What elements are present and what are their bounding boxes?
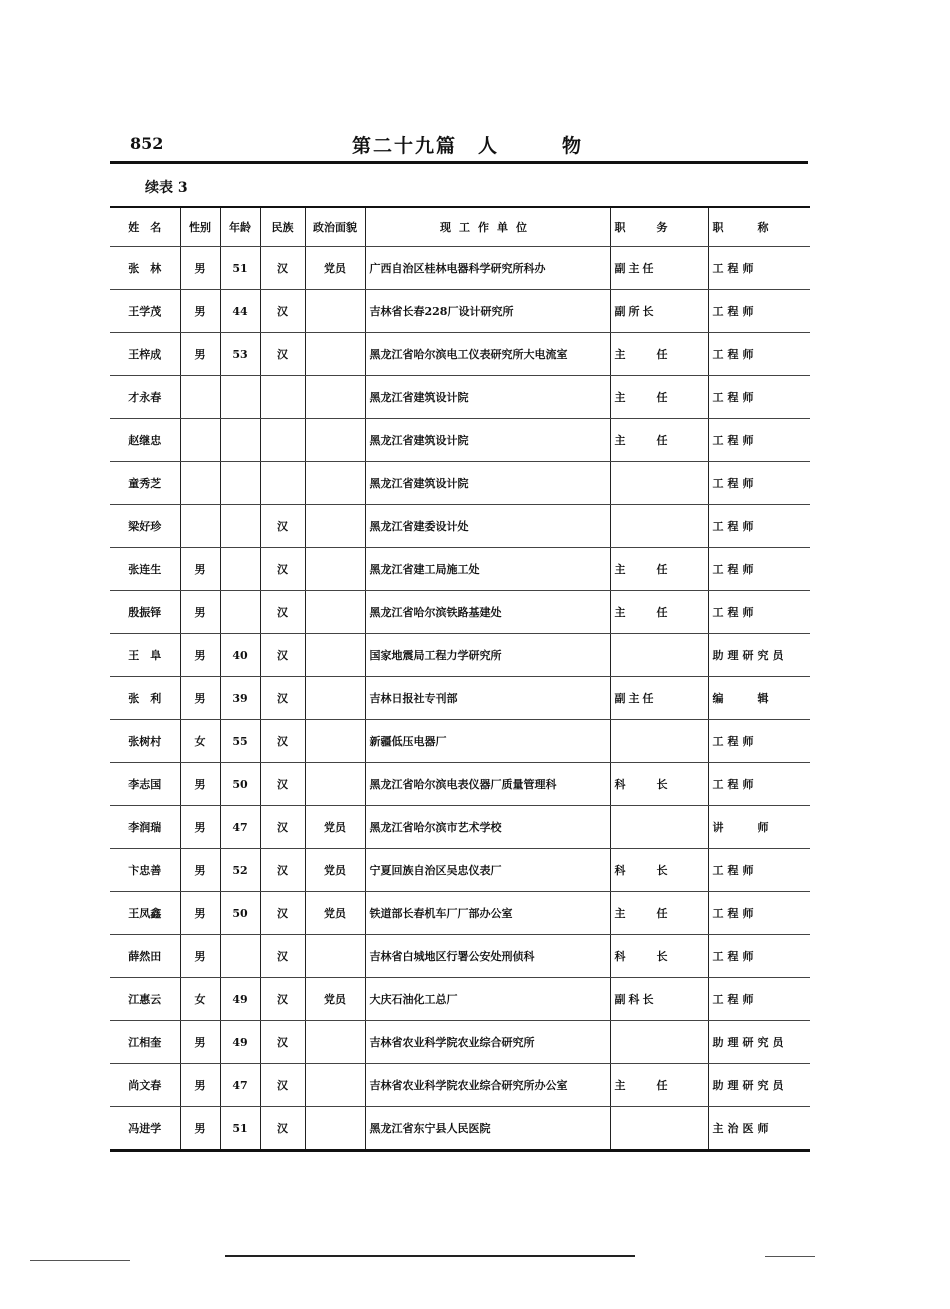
cell-work-unit: 黑龙江省建工局施工处 xyxy=(365,548,610,591)
cell-sex: 男 xyxy=(180,1107,220,1151)
table-row xyxy=(110,849,810,892)
cell-position: 副主任 xyxy=(610,677,708,720)
cell-name: 童秀芝 xyxy=(110,462,180,505)
cell-title: 工程师 xyxy=(708,591,810,634)
cell-work-unit: 黑龙江省哈尔滨电工仪表研究所大电流室 xyxy=(365,333,610,376)
cell-position: 主 任 xyxy=(610,376,708,419)
header-age: 年龄 xyxy=(220,207,260,247)
cell-sex: 女 xyxy=(180,978,220,1021)
cell-work-unit: 黑龙江省建委设计处 xyxy=(365,505,610,548)
cell-ethnicity: 汉 xyxy=(260,935,305,978)
cell-ethnicity: 汉 xyxy=(260,806,305,849)
table-row xyxy=(110,505,810,548)
cell-political-status xyxy=(305,1107,365,1151)
cell-sex: 男 xyxy=(180,290,220,333)
cell-name: 冯进学 xyxy=(110,1107,180,1151)
header-ethnicity: 民族 xyxy=(260,207,305,247)
cell-work-unit: 大庆石油化工总厂 xyxy=(365,978,610,1021)
cell-age xyxy=(220,376,260,419)
cell-political-status xyxy=(305,720,365,763)
cell-political-status: 党员 xyxy=(305,892,365,935)
cell-position: 主 任 xyxy=(610,892,708,935)
cell-age: 44 xyxy=(220,290,260,333)
cell-name: 王凤鑫 xyxy=(110,892,180,935)
table-row xyxy=(110,419,810,462)
cell-political-status xyxy=(305,333,365,376)
cell-name: 王 阜 xyxy=(110,634,180,677)
cell-position xyxy=(610,1021,708,1064)
cell-work-unit: 黑龙江省哈尔滨市艺术学校 xyxy=(365,806,610,849)
cell-work-unit: 吉林日报社专刊部 xyxy=(365,677,610,720)
table-row xyxy=(110,892,810,935)
table-row xyxy=(110,1064,810,1107)
cell-work-unit: 广西自治区桂林电器科学研究所科办 xyxy=(365,247,610,290)
cell-position: 副主任 xyxy=(610,247,708,290)
cell-political-status: 党员 xyxy=(305,247,365,290)
cell-age xyxy=(220,419,260,462)
cell-sex: 男 xyxy=(180,677,220,720)
cell-name: 王梓成 xyxy=(110,333,180,376)
cell-title: 工程师 xyxy=(708,419,810,462)
page-number: 852 xyxy=(130,134,164,153)
cell-name: 张连生 xyxy=(110,548,180,591)
table-caption: 续表 3 xyxy=(145,180,188,196)
cell-name: 薛然田 xyxy=(110,935,180,978)
cell-title: 工程师 xyxy=(708,892,810,935)
cell-position: 科 长 xyxy=(610,935,708,978)
cell-age: 49 xyxy=(220,1021,260,1064)
cell-work-unit: 吉林省农业科学院农业综合研究所办公室 xyxy=(365,1064,610,1107)
cell-position xyxy=(610,634,708,677)
cell-age: 53 xyxy=(220,333,260,376)
cell-age xyxy=(220,591,260,634)
cell-age: 52 xyxy=(220,849,260,892)
cell-ethnicity: 汉 xyxy=(260,1107,305,1151)
cell-age xyxy=(220,548,260,591)
cell-ethnicity: 汉 xyxy=(260,1064,305,1107)
cell-ethnicity: 汉 xyxy=(260,548,305,591)
cell-ethnicity xyxy=(260,376,305,419)
cell-political-status xyxy=(305,376,365,419)
cell-political-status xyxy=(305,290,365,333)
cell-title: 编 辑 xyxy=(708,677,810,720)
cell-political-status xyxy=(305,462,365,505)
cell-sex: 男 xyxy=(180,1021,220,1064)
cell-sex: 男 xyxy=(180,548,220,591)
table-row xyxy=(110,548,810,591)
cell-political-status xyxy=(305,677,365,720)
cell-position: 副科长 xyxy=(610,978,708,1021)
cell-title: 工程师 xyxy=(708,247,810,290)
cell-work-unit: 国家地震局工程力学研究所 xyxy=(365,634,610,677)
table-row xyxy=(110,376,810,419)
table-row xyxy=(110,1021,810,1064)
cell-name: 梁好珍 xyxy=(110,505,180,548)
cell-ethnicity: 汉 xyxy=(260,978,305,1021)
cell-position xyxy=(610,462,708,505)
cell-sex: 男 xyxy=(180,1064,220,1107)
cell-position: 主 任 xyxy=(610,1064,708,1107)
table-row xyxy=(110,806,810,849)
cell-title: 工程师 xyxy=(708,849,810,892)
personnel-table xyxy=(110,206,810,1152)
table-row xyxy=(110,634,810,677)
cell-political-status xyxy=(305,419,365,462)
cell-ethnicity: 汉 xyxy=(260,720,305,763)
cell-work-unit: 吉林省白城地区行署公安处刑侦科 xyxy=(365,935,610,978)
cell-age: 49 xyxy=(220,978,260,1021)
cell-political-status: 党员 xyxy=(305,849,365,892)
cell-political-status xyxy=(305,1021,365,1064)
table-row xyxy=(110,1107,810,1151)
cell-position: 主 任 xyxy=(610,591,708,634)
cell-ethnicity xyxy=(260,419,305,462)
cell-sex xyxy=(180,505,220,548)
cell-title: 工程师 xyxy=(708,720,810,763)
cell-age: 51 xyxy=(220,1107,260,1151)
cell-sex: 男 xyxy=(180,935,220,978)
header-name: 姓 名 xyxy=(110,207,180,247)
cell-position: 副所长 xyxy=(610,290,708,333)
cell-name: 尚文春 xyxy=(110,1064,180,1107)
cell-title: 主治医师 xyxy=(708,1107,810,1151)
cell-political-status: 党员 xyxy=(305,978,365,1021)
cell-sex: 男 xyxy=(180,763,220,806)
table-row xyxy=(110,677,810,720)
cell-ethnicity xyxy=(260,462,305,505)
cell-name: 江相奎 xyxy=(110,1021,180,1064)
cell-title: 工程师 xyxy=(708,763,810,806)
cell-work-unit: 黑龙江省哈尔滨铁路基建处 xyxy=(365,591,610,634)
cell-age: 51 xyxy=(220,247,260,290)
cell-position xyxy=(610,1107,708,1151)
table-row xyxy=(110,290,810,333)
table-row xyxy=(110,462,810,505)
cell-sex: 男 xyxy=(180,806,220,849)
cell-ethnicity: 汉 xyxy=(260,892,305,935)
cell-political-status xyxy=(305,1064,365,1107)
cell-title: 工程师 xyxy=(708,978,810,1021)
cell-position xyxy=(610,505,708,548)
cell-sex: 男 xyxy=(180,892,220,935)
table-row xyxy=(110,591,810,634)
table-row xyxy=(110,935,810,978)
cell-position: 科 长 xyxy=(610,849,708,892)
cell-name: 李润瑞 xyxy=(110,806,180,849)
cell-sex: 男 xyxy=(180,591,220,634)
cell-work-unit: 宁夏回族自治区吴忠仪表厂 xyxy=(365,849,610,892)
cell-work-unit: 黑龙江省建筑设计院 xyxy=(365,462,610,505)
footer-rule-right xyxy=(765,1256,815,1257)
cell-ethnicity: 汉 xyxy=(260,849,305,892)
table-header-row xyxy=(110,207,810,247)
cell-ethnicity: 汉 xyxy=(260,591,305,634)
cell-age xyxy=(220,462,260,505)
cell-work-unit: 吉林省长春228厂设计研究所 xyxy=(365,290,610,333)
cell-name: 王学茂 xyxy=(110,290,180,333)
cell-age: 47 xyxy=(220,1064,260,1107)
footer-rule-left xyxy=(30,1260,130,1261)
cell-position: 主 任 xyxy=(610,419,708,462)
cell-position: 科 长 xyxy=(610,763,708,806)
cell-title: 工程师 xyxy=(708,462,810,505)
cell-sex: 男 xyxy=(180,634,220,677)
header-sex: 性别 xyxy=(180,207,220,247)
cell-age xyxy=(220,935,260,978)
cell-sex xyxy=(180,376,220,419)
cell-work-unit: 新疆低压电器厂 xyxy=(365,720,610,763)
cell-political-status: 党员 xyxy=(305,806,365,849)
table-body xyxy=(110,247,810,1151)
cell-political-status xyxy=(305,548,365,591)
cell-position: 主 任 xyxy=(610,333,708,376)
cell-position xyxy=(610,806,708,849)
cell-work-unit: 黑龙江省建筑设计院 xyxy=(365,419,610,462)
cell-sex: 男 xyxy=(180,849,220,892)
header-work-unit: 现工作单位 xyxy=(365,207,610,247)
cell-title: 助理研究员 xyxy=(708,1064,810,1107)
cell-title: 助理研究员 xyxy=(708,634,810,677)
cell-name: 张 利 xyxy=(110,677,180,720)
cell-position: 主 任 xyxy=(610,548,708,591)
table-row xyxy=(110,333,810,376)
cell-work-unit: 吉林省农业科学院农业综合研究所 xyxy=(365,1021,610,1064)
cell-title: 讲 师 xyxy=(708,806,810,849)
cell-political-status xyxy=(305,763,365,806)
table-row xyxy=(110,720,810,763)
cell-title: 工程师 xyxy=(708,505,810,548)
cell-ethnicity: 汉 xyxy=(260,677,305,720)
cell-name: 才永春 xyxy=(110,376,180,419)
cell-title: 工程师 xyxy=(708,333,810,376)
header-rule xyxy=(110,161,808,164)
cell-ethnicity: 汉 xyxy=(260,505,305,548)
cell-title: 助理研究员 xyxy=(708,1021,810,1064)
cell-age: 50 xyxy=(220,763,260,806)
cell-work-unit: 黑龙江省东宁县人民医院 xyxy=(365,1107,610,1151)
cell-title: 工程师 xyxy=(708,548,810,591)
cell-age: 55 xyxy=(220,720,260,763)
cell-ethnicity: 汉 xyxy=(260,247,305,290)
cell-name: 张树村 xyxy=(110,720,180,763)
table-row xyxy=(110,247,810,290)
cell-name: 江惠云 xyxy=(110,978,180,1021)
cell-title: 工程师 xyxy=(708,290,810,333)
cell-name: 李志国 xyxy=(110,763,180,806)
chapter-title: 第二十九篇 人 物 xyxy=(352,135,584,157)
cell-name: 卞忠善 xyxy=(110,849,180,892)
cell-sex: 男 xyxy=(180,333,220,376)
cell-ethnicity: 汉 xyxy=(260,634,305,677)
cell-sex xyxy=(180,462,220,505)
cell-sex: 男 xyxy=(180,247,220,290)
table-row xyxy=(110,978,810,1021)
cell-political-status xyxy=(305,935,365,978)
cell-ethnicity: 汉 xyxy=(260,1021,305,1064)
cell-name: 张 林 xyxy=(110,247,180,290)
cell-ethnicity: 汉 xyxy=(260,763,305,806)
cell-ethnicity: 汉 xyxy=(260,333,305,376)
cell-age: 40 xyxy=(220,634,260,677)
header-position: 职 务 xyxy=(610,207,708,247)
header-political-status: 政治面貌 xyxy=(305,207,365,247)
cell-position xyxy=(610,720,708,763)
cell-political-status xyxy=(305,505,365,548)
cell-ethnicity: 汉 xyxy=(260,290,305,333)
cell-name: 赵继忠 xyxy=(110,419,180,462)
cell-political-status xyxy=(305,634,365,677)
table-row xyxy=(110,763,810,806)
cell-sex: 女 xyxy=(180,720,220,763)
footer-rule xyxy=(225,1255,635,1257)
cell-age: 50 xyxy=(220,892,260,935)
cell-name: 殷振铎 xyxy=(110,591,180,634)
cell-work-unit: 黑龙江省哈尔滨电表仪器厂质量管理科 xyxy=(365,763,610,806)
cell-political-status xyxy=(305,591,365,634)
cell-title: 工程师 xyxy=(708,376,810,419)
cell-title: 工程师 xyxy=(708,935,810,978)
cell-age: 47 xyxy=(220,806,260,849)
cell-work-unit: 黑龙江省建筑设计院 xyxy=(365,376,610,419)
cell-work-unit: 铁道部长春机车厂厂部办公室 xyxy=(365,892,610,935)
cell-sex xyxy=(180,419,220,462)
cell-age xyxy=(220,505,260,548)
cell-age: 39 xyxy=(220,677,260,720)
header-title: 职 称 xyxy=(708,207,810,247)
